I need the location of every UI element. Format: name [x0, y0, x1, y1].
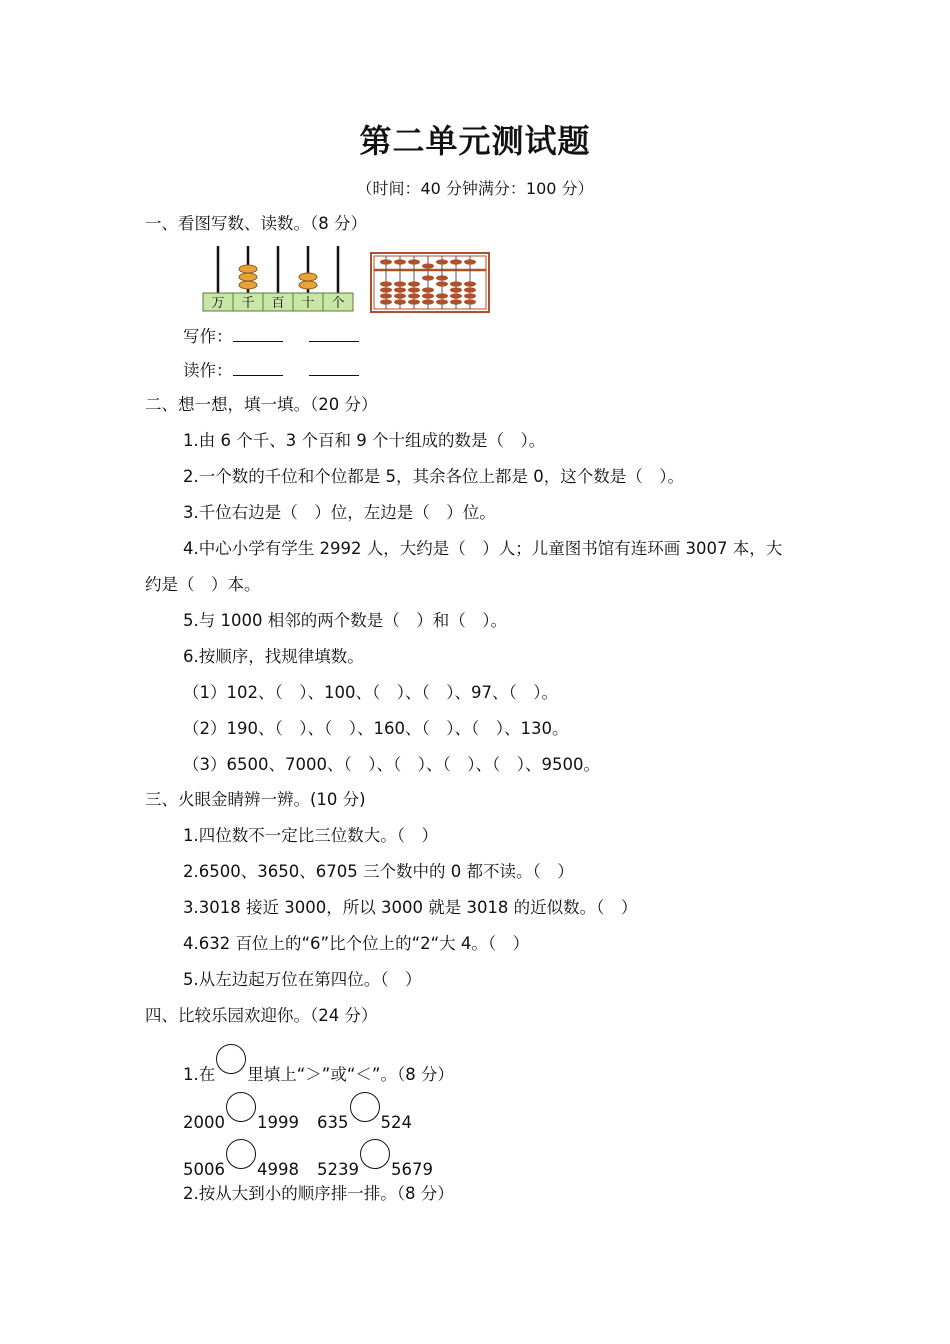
- abacus-image: [370, 252, 490, 318]
- counter-label-qian: 千: [241, 296, 255, 311]
- write-label: 写作：: [183, 327, 233, 346]
- sec2-question-3: 3.千位右边是（ ）位，左边是（ ）位。: [183, 503, 496, 522]
- compare-circle-input[interactable]: [350, 1092, 380, 1122]
- page-subtitle: （时间：40 分钟满分：100 分）: [356, 179, 594, 198]
- compare-right: 524: [380, 1113, 412, 1132]
- sec3-question-2: 2.6500、3650、6705 三个数中的 0 都不读。（ ）: [183, 862, 574, 881]
- sec4-q1-prefix: 1.在: [183, 1065, 216, 1084]
- sec4-question-1: [183, 1052, 454, 1086]
- section4-heading: 四、比较乐园欢迎你。（24 分）: [145, 1006, 378, 1025]
- sec4-question-2: 2.按从大到小的顺序排一排。（8 分）: [183, 1184, 454, 1203]
- sec3-question-1: 1.四位数不一定比三位数大。（ ）: [183, 826, 438, 845]
- sec2-question-4-line2: 约是（ ）本。: [145, 575, 261, 594]
- compare-row-2: [183, 1147, 433, 1181]
- compare-right: 5679: [391, 1160, 433, 1179]
- write-blank-2[interactable]: [309, 327, 359, 342]
- sec2-question-6: 6.按顺序，找规律填数。: [183, 647, 364, 666]
- write-row: [183, 326, 385, 348]
- sec2-question-6-3: （3）6500、7000、（ ）、（ ）、（ ）、（ ）、9500。: [183, 755, 600, 774]
- section1-heading: 一、看图写数、读数。（8 分）: [145, 214, 367, 233]
- page-title: 第二单元测试题: [359, 122, 591, 160]
- compare-circle-icon: [216, 1044, 246, 1074]
- read-blank-1[interactable]: [233, 361, 283, 376]
- sec2-question-6-2: （2）190、（ ）、（ ）、160、（ ）、（ ）、130。: [183, 719, 569, 738]
- sec3-question-3: 3.3018 接近 3000，所以 3000 就是 3018 的近似数。（ ）: [183, 898, 638, 917]
- section3-heading: 三、火眼金睛辨一辨。(10 分): [145, 790, 366, 809]
- compare-left: 5006: [183, 1160, 225, 1179]
- sec2-question-1: 1.由 6 个千、3 个百和 9 个十组成的数是（ ）。: [183, 431, 546, 450]
- sec3-question-5: 5.从左边起万位在第四位。（ ）: [183, 970, 422, 989]
- compare-circle-input[interactable]: [360, 1139, 390, 1169]
- sec3-question-4: 4.632 百位上的“6”比个位上的“2“大 4。（ ）: [183, 934, 530, 953]
- compare-right: 1999: [257, 1113, 299, 1132]
- counting-frame-image: [200, 244, 360, 318]
- read-label: 读作：: [183, 361, 233, 380]
- compare-left: 2000: [183, 1113, 225, 1132]
- compare-left: 635: [317, 1113, 349, 1132]
- read-row: [183, 360, 385, 382]
- counter-label-shi: 十: [301, 296, 315, 311]
- compare-circle-input[interactable]: [226, 1139, 256, 1169]
- sec4-q1-suffix: 里填上“＞”或“＜”。（8 分）: [247, 1065, 454, 1084]
- sec2-question-6-1: （1）102、（ ）、100、（ ）、（ ）、97、（ ）。: [183, 683, 558, 702]
- counter-label-wan: 万: [211, 296, 225, 311]
- write-blank-1[interactable]: [233, 327, 283, 342]
- section2-heading: 二、想一想，填一填。（20 分）: [145, 395, 378, 414]
- compare-row-1: [183, 1100, 412, 1134]
- counter-label-ge: 个: [331, 296, 345, 311]
- compare-circle-input[interactable]: [226, 1092, 256, 1122]
- sec2-question-5: 5.与 1000 相邻的两个数是（ ）和（ ）。: [183, 611, 507, 630]
- compare-left: 5239: [317, 1160, 359, 1179]
- sec2-question-2: 2.一个数的千位和个位都是 5，其余各位上都是 0，这个数是（ ）。: [183, 467, 684, 486]
- read-blank-2[interactable]: [309, 361, 359, 376]
- compare-right: 4998: [257, 1160, 299, 1179]
- counter-label-bai: 百: [271, 296, 285, 311]
- sec2-question-4-line1: 4.中心小学有学生 2992 人，大约是（ ）人；儿童图书馆有连环画 3007 本，大: [183, 539, 783, 558]
